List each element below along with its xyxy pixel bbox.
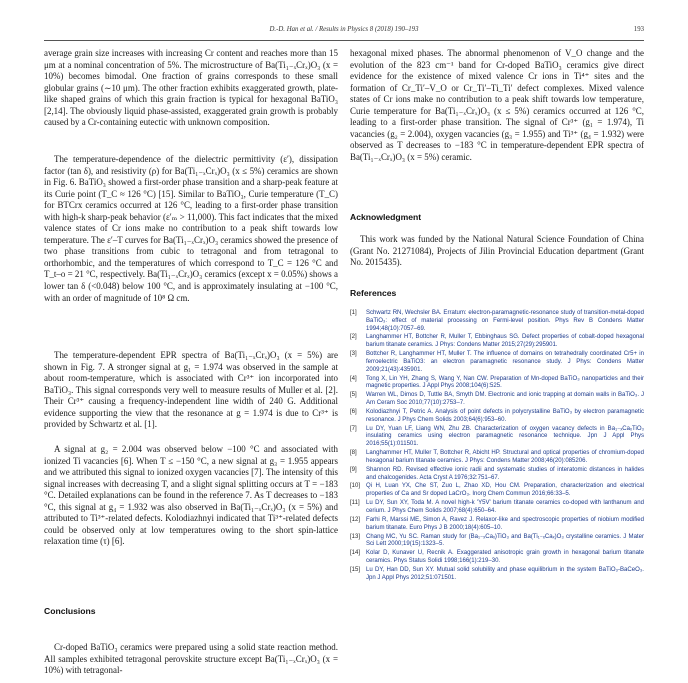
reference-item (350, 550, 644, 566)
reference-number: [2] (350, 334, 357, 341)
header-rule (44, 40, 644, 41)
reference-link[interactable]: Qi H, Luan YX, Che ST, Zuo L, Zhao XD, Hou CM. Preparation, characterization and electrical properties of Ca and Sr doped LaCrO₃. Inorg Chem Commun 2016;66:33–5. (366, 483, 644, 498)
reference-item (350, 567, 644, 583)
reference-number: [13] (350, 533, 361, 540)
reference-number: [6] (350, 408, 357, 415)
conclusions-heading: Conclusions (44, 606, 96, 616)
acknowledgment-heading: Acknowledgment (350, 212, 422, 222)
page-number: 193 (633, 26, 644, 33)
body-paragraph: A signal at g₂ = 2.004 was observed below −100 °C and associated with ionized Ti vacancies [6]. When T ≤ −150 °C, a new signal at g₃ = 1.955 appears and we attributed this signal to ionized oxygen vacancies [7]. The intensity of this signal increases with decreasing T, and a slight signal splitting occurs at T = −183 °C. Detailed explanations can be found in the reference 7. As T decreases to −183 °C, this signal at g₄ = 1.932 was also observed in Ba(Ti₁₋ₓCrₓ)O₃ (x = 5%) and attributed to Ti³⁺-related defects. Kolodiazhnyi indicated that Ti³⁺-related defects could be observed only at low temperatures owing to the short spin-lattice relaxation time (τ) [6]. (44, 444, 338, 547)
reference-item (350, 500, 644, 516)
reference-number: [9] (350, 466, 357, 473)
reference-item (350, 467, 644, 483)
right-column (350, 48, 644, 584)
reference-link[interactable]: Tong X, Lin YH, Zhang S, Wang Y, Nan CW. Preparation of Mn-doped BaTiO₃ nanoparticles and their magnetic properties. J Appl Phys 2008;104(6):525. (366, 375, 644, 390)
reference-list (350, 310, 644, 582)
reference-item (350, 376, 644, 392)
reference-link[interactable]: Schwartz RN, Wechsler BA. Erratum: electron-paramagnetic-resonance study of transition-metal-doped BaTiO₃: effect of material processing on Fermi-level position. Phys Rev B Condens Matter 1994;48(10):7057–69. (366, 310, 644, 332)
reference-link[interactable]: Lu DY, Han DD, Sun XY. Mutual solid solubility and phase equilibrium in the system BaTiO₃-BaCeO₃. Jpn J Appl Phys 2012;51:071501. (366, 566, 644, 581)
running-title: D.-D. Han et al. / Results in Physics 8 (2018) 190–193 (269, 26, 419, 33)
reference-number: [15] (350, 566, 361, 573)
reference-item (350, 409, 644, 425)
reference-link[interactable]: Warren WL, Dimos D, Tuttle BA, Smyth DM. Electronic and ionic trapping at domain walls in BaTiO₃. J Am Ceram Soc 2010;77(10):2753–7. (366, 392, 644, 406)
reference-number: [12] (350, 516, 361, 523)
reference-link[interactable]: Kolodiazhnyi T, Petric A. Analysis of point defects in polycrystalline BaTiO₃ by electron paramagnetic resonance. J Phys Chem Solids 2003;64(6):953–60. (366, 408, 644, 423)
reference-link[interactable]: Lu DY, Sun XY, Toda M. A novel high-k 'Y5V' barium titanate ceramics co-doped with lanthanum and cerium. J Phys Chem Solids 2007;68(4):650–64. (366, 500, 644, 514)
body-paragraph: average grain size increases with increasing Cr content and reaches more than 15 μm at a nominal concentration of 5%. The microstructure of Ba(Ti₁₋ₓCrₓ)O₃ (x = 10%) becomes bimodal. One fraction of grains corresponds to these small globular grains (∼10 μm). The other fraction exhibits exaggerated growth, plate-like shaped grains of which this grain fraction is typical for hexagonal BaTiO₃ [2,14]. The obviously liquid phase-assisted, exaggerated grain growth is probably caused by a Cr-containing eutectic with unknown composition. (44, 48, 338, 128)
acknowledgment-paragraph: This work was funded by the National Natural Science Foundation of China (Grant No. 21271084), Projects of Jilin Provincial Education department (Grant No. 2015435). (350, 234, 644, 268)
reference-item (350, 334, 644, 350)
reference-item (350, 392, 644, 408)
reference-number: [10] (350, 483, 361, 490)
reference-number: [4] (350, 375, 357, 382)
reference-number: [11] (350, 500, 360, 507)
reference-number: [1] (350, 310, 357, 316)
reference-link[interactable]: Bottcher R, Langhammer HT, Muller T. The influence of domains on tetrahedrally coordinated Cr5+ in ferroelectric BaTiO3: an electron paramagnetic resonance study. J Phys: Condens Matter 2009;21(43):435901. (366, 351, 644, 373)
reference-link[interactable]: Farhi R, Marssi ME, Simon A, Ravez J. Relaxor-like and spectroscopic properties of niobium modified barium titanate. Euro Phys J B 2000;18(4):605–10. (366, 516, 644, 531)
reference-item (350, 450, 644, 466)
reference-item (350, 483, 644, 499)
page-header (44, 26, 644, 38)
reference-link[interactable]: Langhammer HT, Muller T, Bottcher R, Abicht HP. Structural and optical properties of chromium-doped hexagonal barium titanate ceramics. J Phys: Condens Matter 2008;46(20):085206. (366, 450, 644, 464)
reference-item (350, 534, 644, 550)
reference-link[interactable]: Kolar D, Kunaver U, Recnik A. Exaggerated anisotropic grain growth in hexagonal barium titanate ceramics. Phys Status Solidi 1998;166(1):219–30. (366, 550, 644, 564)
reference-number: [5] (350, 392, 357, 399)
reference-item (350, 426, 644, 449)
reference-number: [3] (350, 351, 357, 358)
reference-number: [8] (350, 450, 357, 457)
body-paragraph: The temperature-dependent EPR spectra of Ba(Ti₁₋ₓCrₓ)O₃ (x = 5%) are shown in Fig. 7. A stronger signal at g₁ = 1.974 was observed in the sample at about room-temperature, which is associated with Cr³⁺ ion incorporated into BaTiO₃. This signal corresponds very well to measure results of Muller et al. [2]. Their Cr³⁺ causing a frequency-independent line width of 240 G. Additional evidence supporting the view that the resonance at g = 1.974 is due to Cr³⁺ is provided by Schwartz et al. [1]. (44, 350, 338, 430)
reference-link[interactable]: Lu DY, Yuan LF, Liang WN, Zhu ZB. Characterization of oxygen vacancy defects in Ba₁₋ₓCaₓTiO₃ insulating ceramics using electron paramagnetic resonance technique. Jpn J Appl Phys 2016;55(1):011501. (366, 425, 644, 448)
reference-item (350, 351, 644, 374)
references-heading: References (350, 288, 397, 298)
conclusions-continued-paragraph: hexagonal mixed phases. The abnormal phenomenon of V_O change and the evolution of the 823 cm⁻¹ band for Cr-doped BaTiO₃ ceramics give direct evidence for the existence of mixed valence Cr ions in Ti⁴⁺ sites and the formation of Cr_Ti′–V_O or Cr_Ti′–Ti_Ti′ defect complexes. Mixed valence states of Cr ions make no contribution to a peak shift towards low temperature, Curie temperature for Ba(Ti₁₋ₓCrₓ)O₃ (x ≤ 5%) ceramics occurred at 126 °C, leading to a first-order phase transition. The signal of Cr³⁺ (g₁ = 1.974), Ti vacancies (g₂ = 2.004), oxygen vacancies (g₃ = 1.955) and Ti³⁺ (g₄ = 1.932) were observed as T decreases to −183 °C in temperature-dependent EPR spectra of Ba(Ti₁₋ₓCrₓ)O₃ (x = 5%) ceramic. (350, 48, 644, 162)
body-paragraph: The temperature-dependence of the dielectric permittivity (ε′), dissipation factor (tan δ), and resistivity (ρ) for Ba(Ti₁₋ₓCrₓ)O₃ (x ≤ 5%) ceramics are shown in Fig. 6. BaTiO₃ showed a first-order phase transition and a sharp-peak feature at its Curie point (T_C ≈ 126 °C) [15]. Similar to BaTiO₃, Curie temperature (T_C) for BTCrx ceramics occurred at 126 °C, leading to a first-order phase transition with high-k sharp-peak behavior (ε′ₘ > 11,000). This fact indicates that the mixed valence states of Cr ions make no contribution to a peak shift towards low temperature. The ε′–T curves for Ba(Ti₁₋ₓCrₓ)O₃ ceramics showed the presence of two phase transitions from cubic to tetragonal and from tetragonal to orthorhombic, and the temperatures of which correspond to T_C = 126 °C and T_t–o = 21 °C, respectively. Ba(Ti₁₋ₓCrₓ)O₃ ceramics (except x = 0.05%) shows a lower tan δ (<0.048) below 100 °C, and is approximately insulating at −100 °C, with an order of magnitude of 10⁸ Ω cm. (44, 154, 338, 303)
reference-link[interactable]: Langhammer HT, Bottcher R, Muller T, Ebbinghaus SG. Defect properties of cobalt-doped hexagonal barium titanate ceramics. J Phys: Condens Matter 2015;27(29):295901. (366, 334, 644, 349)
reference-link[interactable]: Chang MC, Yu SC. Raman study for (Ba₁₋ₓCaₓ)TiO₃ and Ba(Ti₁₋ₓCaₓ)O₃ crystalline ceramics. J Mater Sci Lett 2000;19(15):1323–5. (366, 533, 644, 548)
reference-number: [7] (350, 425, 357, 432)
conclusions-paragraph: Cr-doped BaTiO₃ ceramics were prepared using a solid state reaction method. All samples exhibited tetragonal perovskite structure except Ba(Ti₁₋ₓCrₓ)O₃ (x = 10%) with tetragonal- (44, 642, 338, 676)
reference-item (350, 310, 644, 333)
left-column (44, 48, 338, 677)
reference-number: [14] (350, 550, 361, 557)
reference-item (350, 517, 644, 533)
reference-link[interactable]: Shannon RD. Revised effective ionic radii and systematic studies of interatomic distances in halides and chalcogenides. Acta Cryst A 1976;32:751–67. (366, 466, 644, 481)
